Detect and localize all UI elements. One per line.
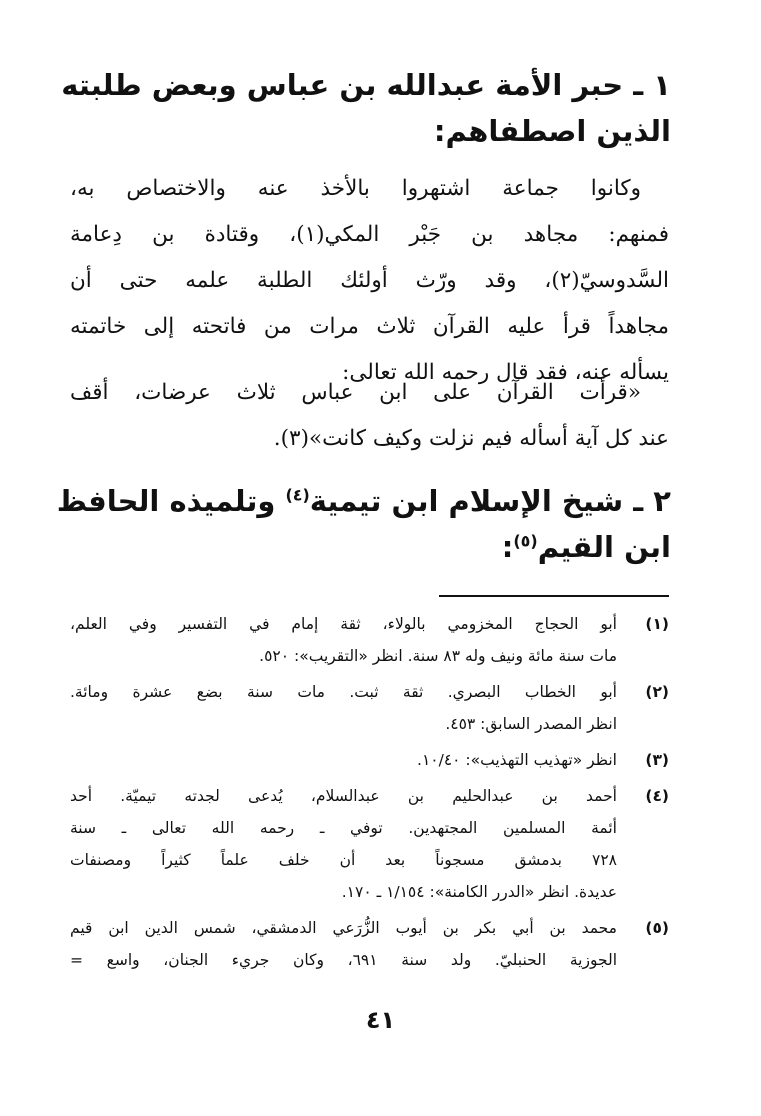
footnote-line: أبو الخطاب البصري. ثقة ثبت. مات سنة بضع عشرة ومائة. bbox=[70, 683, 617, 701]
page-number: ٤١ bbox=[365, 1006, 396, 1034]
footnote-line: أبو الحجاج المخزومي بالولاء، ثقة إمام في التفسير وفي العلم، bbox=[70, 615, 617, 633]
section-heading-2-line-2 bbox=[70, 524, 671, 570]
footnote-number: (٢) bbox=[645, 683, 669, 701]
heading-text: وتلميذه الحافظ bbox=[56, 484, 286, 518]
quote-block bbox=[70, 370, 669, 462]
section-heading-2 bbox=[56, 478, 671, 570]
footnote-4 bbox=[70, 780, 669, 908]
footnote-line: ٧٢٨ بدمشق مسجوناً بعد أن خلف علماً كثيراً ومصنفات bbox=[70, 851, 617, 869]
footnote-2 bbox=[70, 676, 669, 740]
footnote-separator bbox=[439, 595, 669, 597]
heading-text: ابن القيم bbox=[537, 530, 671, 564]
quote-line: عند كل آية أسأله فيم نزلت وكيف كانت»(٣). bbox=[273, 426, 669, 451]
footnote-number: (٥) bbox=[645, 919, 669, 937]
footnote-line: انظر المصدر السابق: ٤٥٣. bbox=[445, 715, 617, 733]
section-heading-1-line-1: ١ ـ حبر الأمة عبدالله بن عباس وبعض طلبته bbox=[61, 68, 671, 102]
footnote-line: محمد بن أبي بكر بن أيوب الزُّرَعي الدمشقي، شمس الدين ابن قيم bbox=[70, 919, 617, 937]
paragraph-line: السَّدوسيّ(٢)، وقد ورّث أولئك الطلبة علمه حتى أن bbox=[70, 268, 669, 293]
heading-text: : bbox=[501, 530, 514, 564]
footnote-line: مات سنة مائة ونيف وله ٨٣ سنة. انظر «التقريب»: ٥٢٠. bbox=[259, 647, 617, 665]
paragraph-line: فمنهم: مجاهد بن جَبْر المكي(١)، وقتادة بن دِعامة bbox=[70, 222, 669, 247]
footnote-line: عديدة. انظر «الدرر الكامنة»: ١/١٥٤ ـ ١٧٠. bbox=[341, 883, 617, 901]
footnote-number: (٤) bbox=[645, 787, 669, 805]
paragraph-1 bbox=[70, 166, 669, 396]
quote-line: «قرأت القرآن على ابن عباس ثلاث عرضات، أقف bbox=[70, 380, 641, 405]
footnote-5 bbox=[70, 912, 669, 976]
paragraph-line: مجاهداً قرأ عليه القرآن ثلاث مرات من فاتحته إلى خاتمته bbox=[70, 314, 669, 339]
paragraph-line: يسأله عنه، فقد قال رحمه الله تعالى: bbox=[342, 360, 669, 385]
footnote-line: أحمد بن عبدالحليم بن عبدالسلام، يُدعى لجدته تيميّة. أحد bbox=[70, 787, 617, 805]
footnote-3 bbox=[70, 744, 669, 776]
footnote-ref: (٥) bbox=[513, 531, 538, 551]
footnote-1 bbox=[70, 608, 669, 672]
footnote-line: أئمة المسلمين المجتهدين. توفي ـ رحمه الله تعالى ـ سنة bbox=[70, 819, 617, 837]
section-heading-1 bbox=[61, 62, 671, 154]
footnotes bbox=[70, 608, 669, 980]
section-heading-2-line-1 bbox=[56, 478, 671, 524]
footnote-ref: (٤) bbox=[285, 485, 310, 505]
footnote-line: انظر «تهذيب التهذيب»: ١٠/٤٠. bbox=[417, 751, 617, 769]
heading-text: ٢ ـ شيخ الإسلام ابن تيمية bbox=[309, 484, 671, 518]
section-heading-1-line-2: الذين اصطفاهم: bbox=[433, 114, 671, 148]
footnote-line: الجوزية الحنبليّ. ولد سنة ٦٩١، وكان جريء الجنان، واسع = bbox=[70, 951, 617, 969]
footnote-number: (٣) bbox=[645, 751, 669, 769]
footnote-number: (١) bbox=[645, 615, 669, 633]
paragraph-line: وكانوا جماعة اشتهروا بالأخذ عنه والاختصاص به، bbox=[70, 176, 641, 201]
